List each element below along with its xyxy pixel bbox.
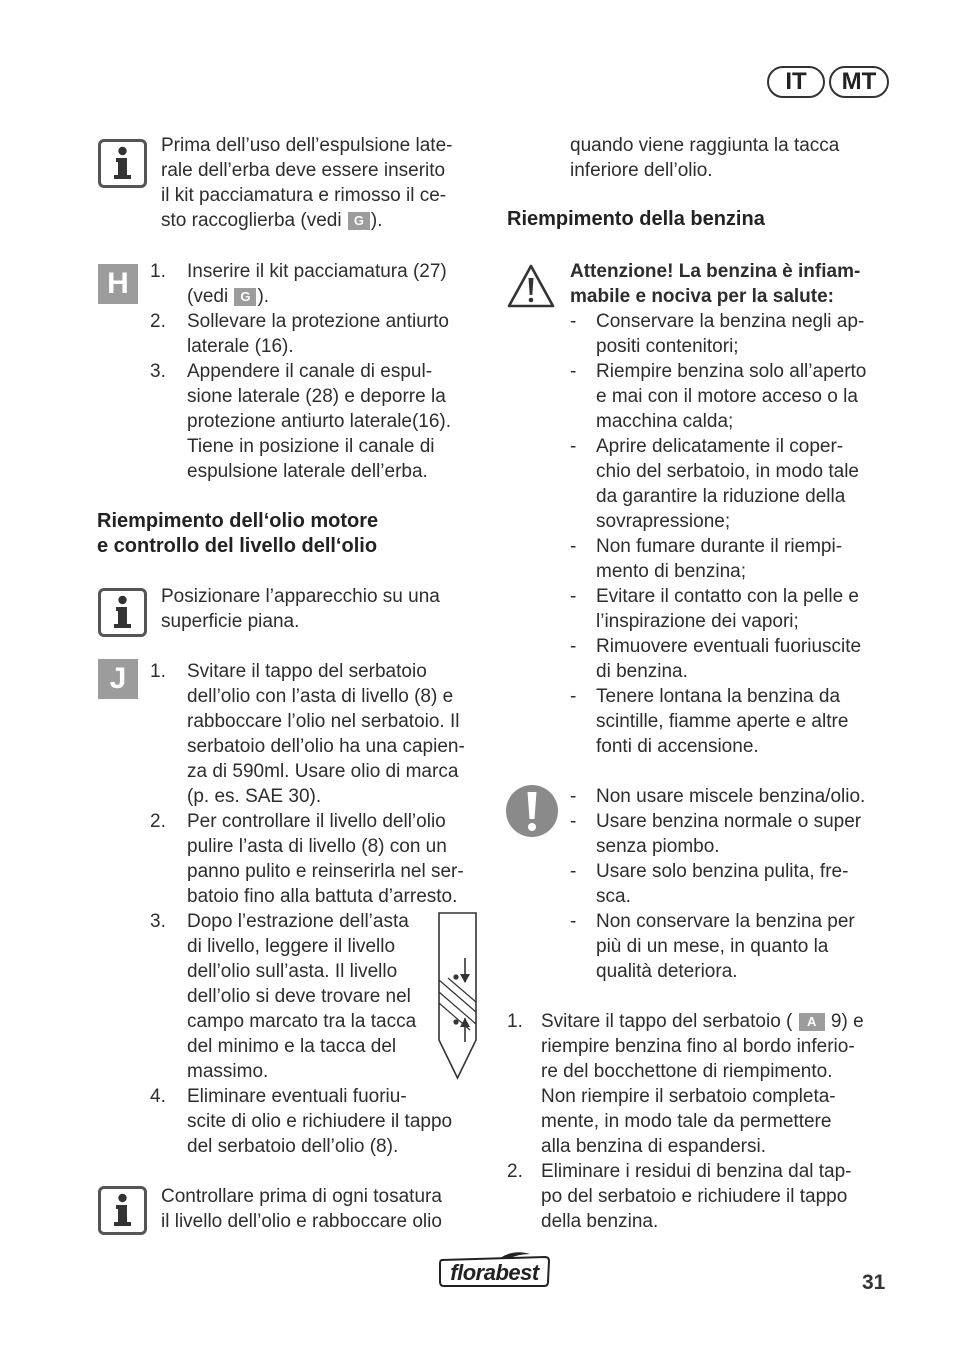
list-item: - Conservare la benzina negli ap- positi contenitori; <box>570 311 865 357</box>
heading-fuel: Riempimento della benzina <box>507 208 765 230</box>
figure-ref-badge: G <box>348 212 370 230</box>
list-item: - Aprire delicatamente il coper- chio del serbatoio, in modo tale da garantire la riduzione della sovrapressione; <box>570 436 859 532</box>
figure-ref-badge: G <box>234 288 256 306</box>
info-icon <box>98 588 147 637</box>
fuel-step-1: 1. Svitare il tappo del serbatoio ( A 9) e riempire benzina fino al bordo inferio- re del bocchettone di riempimento. Non riempire il serbatoio completa- mente, in modo tale da permettere alla benzina di espandersi. <box>507 1011 864 1157</box>
list-item: - Non conservare la benzina per più di un mese, in quanto la qualità deteriora. <box>570 911 855 982</box>
fuel-step-2: 2. Eliminare i residui di benzina dal tap- po del serbatoio e richiudere il tappo della benzina. <box>507 1161 852 1232</box>
page-number: 31 <box>862 1271 886 1294</box>
dipstick-illustration <box>436 912 480 1082</box>
figure-ref-badge: A <box>799 1013 825 1031</box>
list-item: - Non fumare durante il riempi- mento di benzina; <box>570 536 843 582</box>
lang-badge-mt: MT <box>829 66 889 98</box>
h-step-1: 1. Inserire il kit pacciamatura (27) (vedi G ). <box>150 261 447 307</box>
list-item: - Evitare il contatto con la pelle e l’inspirazione dei vapori; <box>570 586 859 632</box>
info-text-surface: Posizionare l’apparecchio su una superficie piana. <box>161 586 440 632</box>
info-icon <box>98 139 147 188</box>
j-step-4: 4. Eliminare eventuali fuoriu- scite di olio e richiudere il tappo del serbatoio dell’olio (8). <box>150 1086 453 1157</box>
list-item: - Rimuovere eventuali fuoriuscite di benzina. <box>570 636 862 682</box>
info-text-kit: Prima dell’uso dell’espulsione late- rale dell’erba deve essere inserito il kit pacciamatura e rimosso il ce- sto raccoglierba (vedi G ). <box>161 135 453 231</box>
info-icon <box>98 1186 147 1235</box>
figure-label-j: J <box>98 659 138 699</box>
list-item: - Usare benzina normale o super senza piombo. <box>570 811 862 857</box>
warning-list <box>570 309 900 759</box>
list-item: - Usare solo benzina pulita, fre- sca. <box>570 861 849 907</box>
heading-oil: Riempimento dell‘olio motore e controllo del livello dell‘olio <box>97 510 379 557</box>
warning-triangle-icon <box>506 263 556 309</box>
list-item: - Tenere lontana la benzina da scintille, fiamme aperte e altre fonti di accensione. <box>570 686 849 757</box>
list-item: - Non usare miscele benzina/olio. <box>570 786 866 807</box>
j-step-3: 3. Dopo l’estrazione dell’asta di livello, leggere il livello dell’olio sull’asta. Il livello dell’olio si deve trovare nel campo marcato tra la tacca del minimo e la tacca del massimo. <box>150 911 417 1082</box>
notes-list <box>570 784 900 984</box>
h-step-2: 2. Sollevare la protezione antiurto laterale (16). <box>150 311 449 357</box>
j-step-2: 2. Per controllare il livello dell’olio pulire l’asta di livello (8) con un panno pulito e reinserirla nel ser- batoio fino alla battuta d’arresto. <box>150 811 464 907</box>
florabest-logo: florabest <box>438 1251 551 1288</box>
list-item: - Riempire benzina solo all’aperto e mai con il motore acceso o la macchina calda; <box>570 361 867 432</box>
lang-badge-it: IT <box>767 66 825 98</box>
figure-label-h: H <box>98 264 138 304</box>
warning-title: Attenzione! La benzina è infiam- mabile e nociva per la salute: <box>570 261 861 307</box>
exclamation-icon <box>506 785 558 837</box>
continued-text: quando viene raggiunta la tacca inferiore dell’olio. <box>570 135 840 181</box>
info-text-check-oil: Controllare prima di ogni tosatura il livello dell’olio e rabboccare olio <box>161 1186 442 1232</box>
j-step-1: 1. Svitare il tappo del serbatoio dell’olio con l’asta di livello (8) e rabboccare l’olio nel serbatoio. Il serbatoio dell’olio ha una capien- za di 590ml. Usare olio di marca (p. es. SAE 30). <box>150 661 465 807</box>
h-step-3: 3. Appendere il canale di espul- sione laterale (28) e deporre la protezione antiurto laterale(16). Tiene in posizione il canale di espulsione laterale dell’erba. <box>150 361 452 482</box>
